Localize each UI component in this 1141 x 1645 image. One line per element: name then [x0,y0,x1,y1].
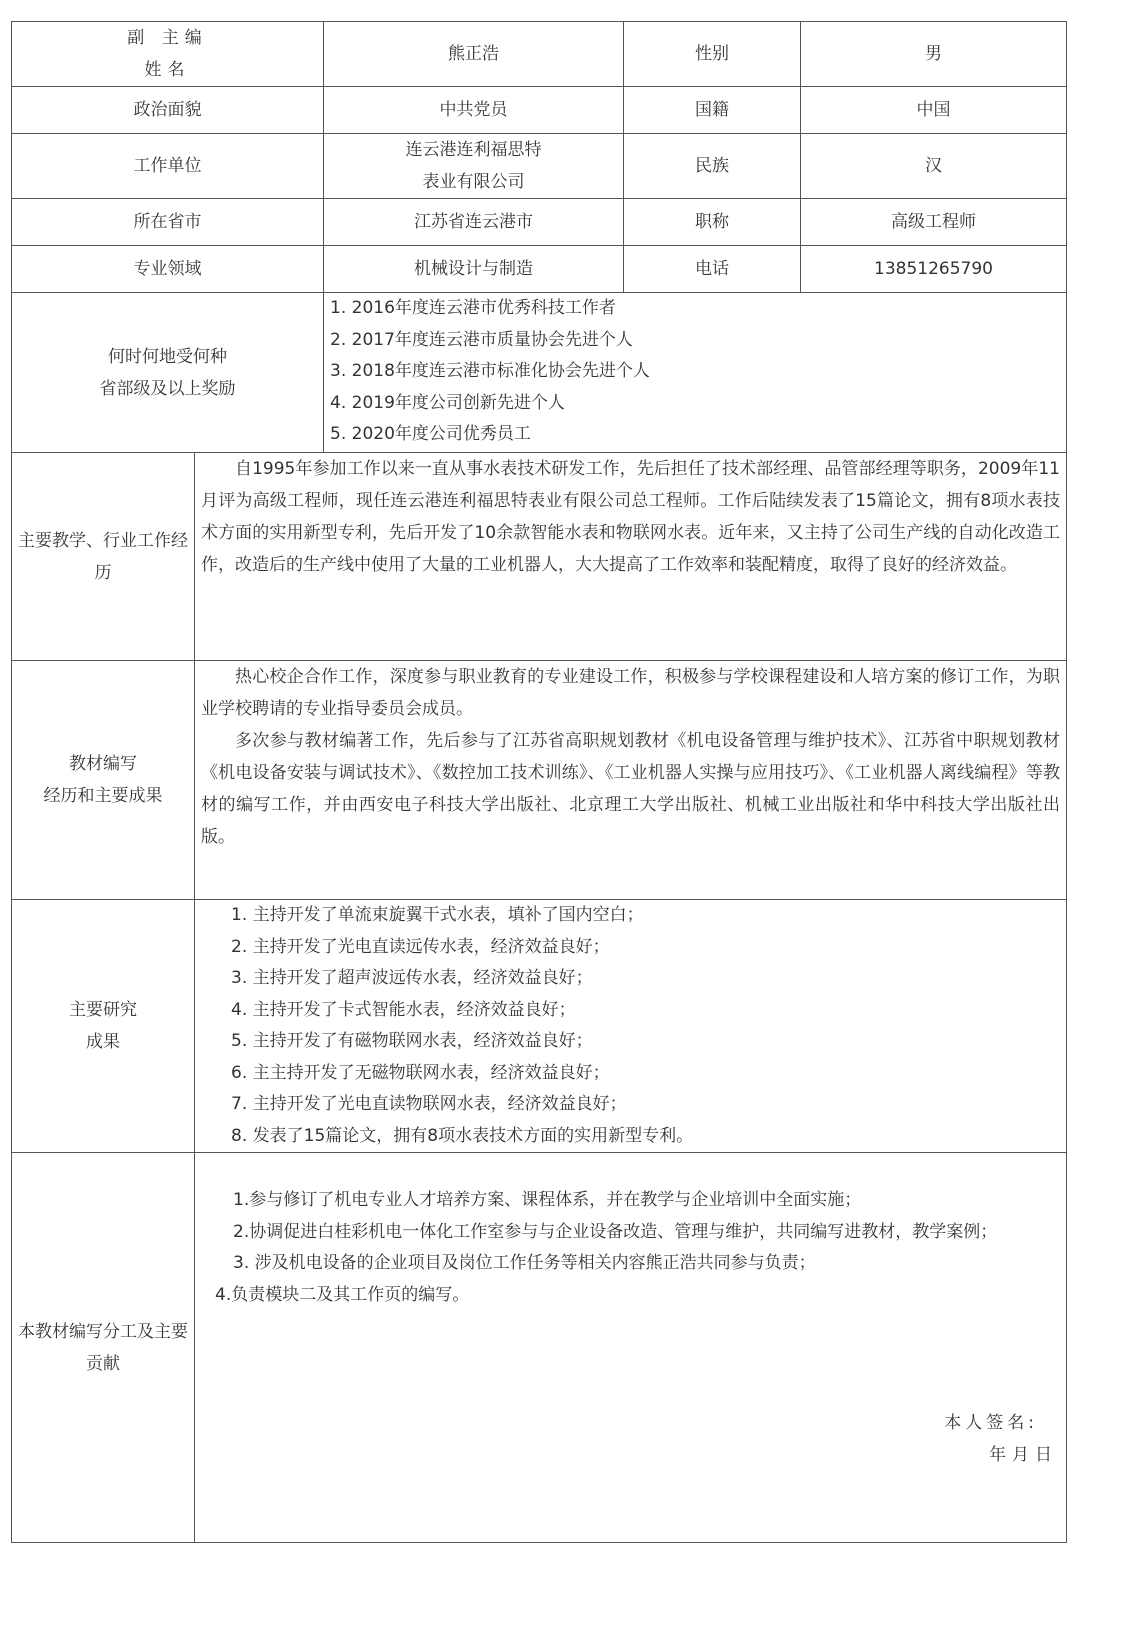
field-value: 机械设计与制造 [324,246,624,293]
row-research [12,900,1067,1153]
awards-list-cell [324,293,1067,453]
row-political [12,87,1067,134]
experience-label-line-1: 主要教学、行业工作经 [18,530,188,551]
profile-form-table [11,21,1067,1543]
province-label: 所在省市 [12,199,324,246]
textbooks-text-cell [195,661,1067,900]
award-item: 1. 2016年度连云港市优秀科技工作者 [330,298,616,318]
research-list-cell [195,900,1067,1153]
row-workplace [12,134,1067,199]
awards-label-line-2: 省部级及以上奖励 [99,378,236,399]
row-awards [12,293,1067,453]
research-item: 8. 发表了15篇论文，拥有8项水表技术方面的实用新型专利。 [231,1125,694,1146]
ethnicity-value: 汉 [801,134,1067,199]
contribution-item: 1.参与修订了机电专业人才培养方案、课程体系，并在教学与企业培训中全面实施； [233,1190,862,1210]
contribution-label-cell [12,1153,195,1543]
experience-paragraph: 自1995年参加工作以来一直从事水表技术研发工作，先后担任了技术部经理、品管部经理等职务，2009年11月评为高级工程师，现任连云港连利福思特表业有限公司总工程师。工作后陆续发表了15篇论文，拥有8项水表技术方面的实用新型专利，先后开发了10余款智能水表和物联网水表。近年来，又主持了公司生产线的自动化改造工作，改造后的生产线中使用了大量的工业机器人，大大提高了工作效率和装配精度，取得了良好的经济效益。 [201,459,1060,575]
textbooks-paragraph: 热心校企合作工作，深度参与职业教育的专业建设工作，积极参与学校课程建设和人培方案的修订工作，为职业学校聘请的专业指导委员会成员。 [201,667,1060,719]
contribution-label-line-1: 本教材编写分工及主要 [18,1321,188,1342]
research-label-line-2: 成果 [86,1032,120,1052]
research-item: 1. 主持开发了单流束旋翼干式水表，填补了国内空白； [231,905,644,925]
experience-text-cell [195,453,1067,661]
research-item: 3. 主持开发了超声波远传水表，经济效益良好； [231,968,593,988]
research-item: 7. 主持开发了光电直读物联网水表，经济效益良好； [231,1094,627,1114]
awards-label-line-1: 何时何地受何种 [108,346,227,367]
row-province [12,199,1067,246]
political-value: 中共党员 [324,87,624,134]
gender-value: 男 [801,22,1067,87]
phone-value: 13851265790 [801,246,1067,293]
textbooks-label-cell [12,661,195,900]
contribution-text-cell [195,1153,1067,1543]
experience-label-line-2: 历 [94,562,112,583]
date-label: 年月日 [989,1445,1058,1465]
research-item: 5. 主持开发了有磁物联网水表，经济效益良好； [231,1031,593,1051]
phone-label: 电话 [624,246,801,293]
field-label: 专业领域 [12,246,324,293]
nationality-value: 中国 [801,87,1067,134]
research-label-line-1: 主要研究 [69,1000,137,1020]
workplace-value-line-1: 连云港连利福思特 [405,140,542,160]
title-value: 高级工程师 [801,199,1067,246]
name-value: 熊正浩 [324,22,624,87]
political-label: 政治面貌 [12,87,324,134]
awards-label-cell [12,293,324,453]
workplace-value-cell [324,134,624,199]
name-label-line-2: 姓名 [144,60,191,80]
award-item: 5. 2020年度公司优秀员工 [330,424,531,444]
award-item: 2. 2017年度连云港市质量协会先进个人 [330,329,633,350]
award-item: 3. 2018年度连云港市标准化协会先进个人 [330,361,650,381]
award-item: 4. 2019年度公司创新先进个人 [330,392,565,413]
contribution-item: 3. 涉及机电设备的企业项目及岗位工作任务等相关内容熊正浩共同参与负责； [233,1253,816,1273]
name-label-cell [12,22,324,87]
nationality-label: 国籍 [624,87,801,134]
workplace-label: 工作单位 [12,134,324,199]
title-label: 职称 [624,199,801,246]
contribution-item: 2.协调促进白桂彩机电一体化工作室参与与企业设备改造、管理与维护，共同编写进教材，教学案例； [233,1221,998,1242]
row-contribution [12,1153,1067,1543]
row-textbooks [12,661,1067,900]
textbooks-label-line-2: 经历和主要成果 [43,786,163,806]
signature-label: 本人签名: [944,1413,1038,1433]
gender-label: 性别 [624,22,801,87]
textbooks-paragraph: 多次参与教材编著工作，先后参与了江苏省高职规划教材《机电设备管理与维护技术》、江苏省中职规划教材《机电设备安装与调试技术》、《数控加工技术训练》、《工业机器人实操与应用技巧》、《工业机器人离线编程》等教材的编写工作，并由西安电子科技大学出版社、北京理工大学出版社、机械工业出版社和华中科技大学出版社出版。 [201,731,1060,847]
contribution-item: 4.负责模块二及其工作页的编写。 [215,1284,470,1305]
research-item: 4. 主持开发了卡式智能水表，经济效益良好； [231,999,576,1020]
ethnicity-label: 民族 [624,134,801,199]
row-name [12,22,1067,87]
province-value: 江苏省连云港市 [324,199,624,246]
row-experience [12,453,1067,661]
workplace-value-line-2: 表业有限公司 [422,172,525,192]
research-item: 2. 主持开发了光电直读远传水表，经济效益良好； [231,936,610,957]
research-label-cell [12,900,195,1153]
name-label-line-1: 副 主编 [127,28,208,48]
research-item: 6. 主主持开发了无磁物联网水表，经济效益良好； [231,1062,610,1083]
contribution-label-line-2: 贡献 [86,1353,120,1374]
textbooks-label-line-1: 教材编写 [69,754,137,774]
experience-label-cell [12,453,195,661]
row-field [12,246,1067,293]
